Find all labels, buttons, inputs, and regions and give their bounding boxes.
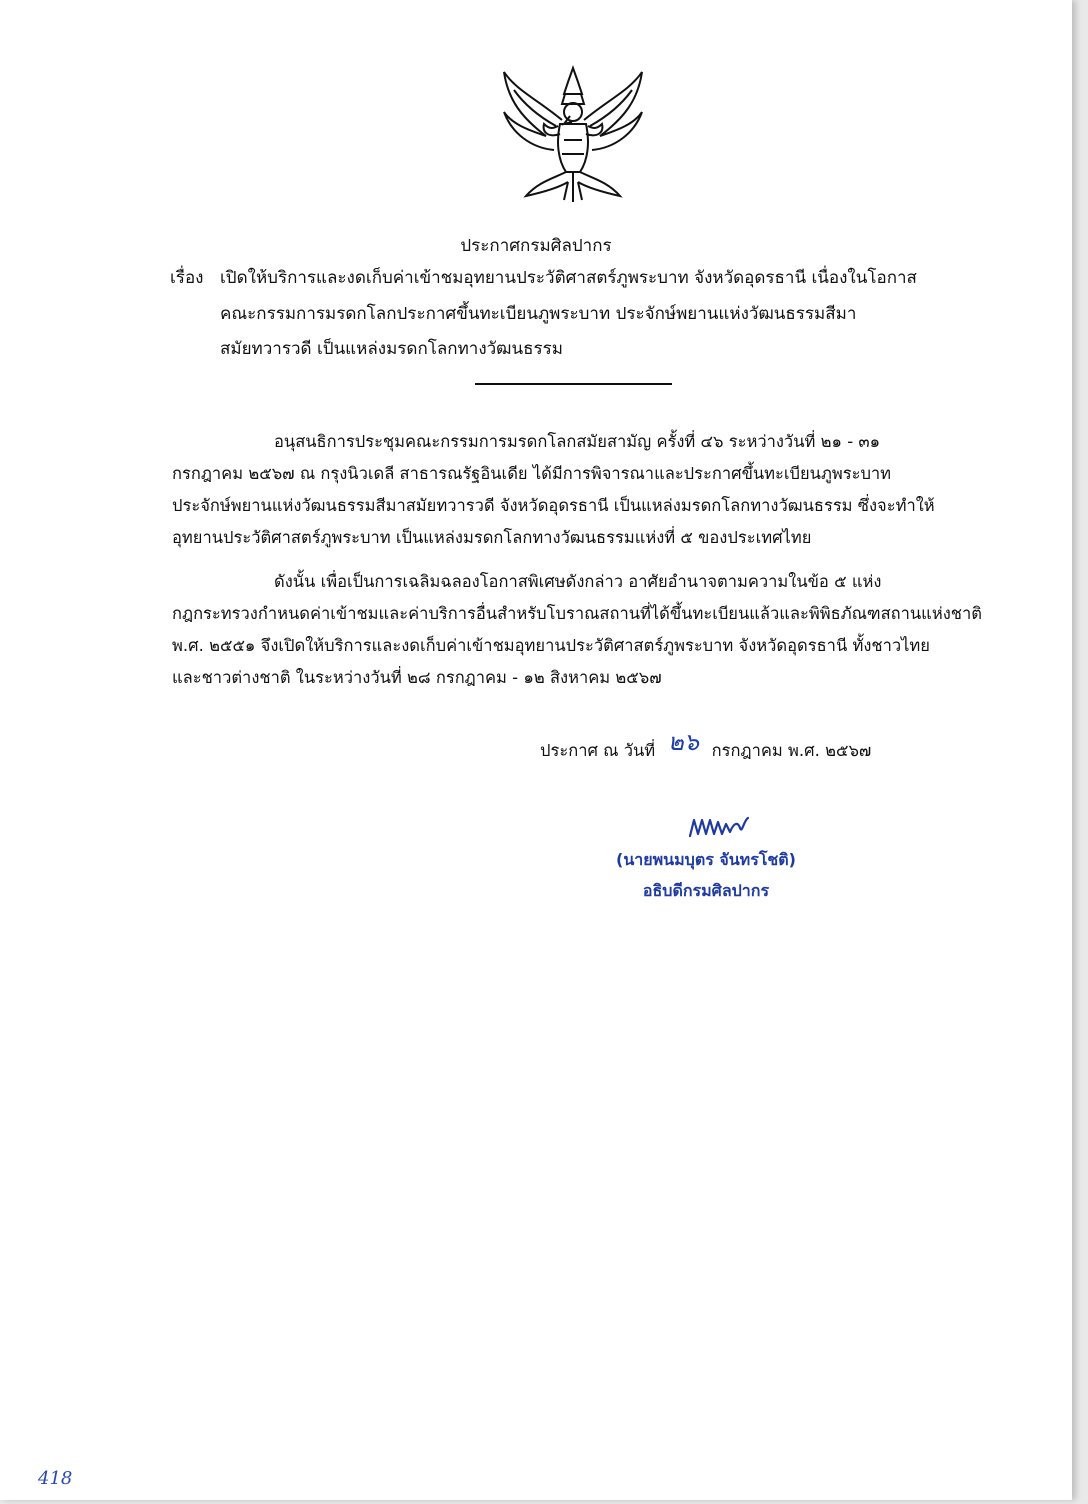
date-prefix: ประกาศ ณ วันที่	[540, 741, 656, 760]
subject-line: เปิดให้บริการและงดเก็บค่าเข้าชมอุทยานประวัติศาสตร์ภูพระบาท จังหวัดอุดรธานี เนื่องในโอกาส	[220, 268, 917, 288]
subject-line: สมัยทวารวดี เป็นแหล่งมรดกโลกทางวัฒนธรรม	[220, 339, 563, 359]
subject-line: คณะกรรมการมรดกโลกประกาศขึ้นทะเบียนภูพระบาท ประจักษ์พยานแห่งวัฒนธรรมสีมา	[220, 304, 857, 324]
paragraph-line: และชาวต่างชาติ ในระหว่างวันที่ ๒๘ กรกฎาคม - ๑๒ สิงหาคม ๒๕๖๗	[172, 668, 662, 687]
paragraph-line: กฎกระทรวงกำหนดค่าเข้าชมและค่าบริการอื่นสำหรับโบราณสถานที่ได้ขึ้นทะเบียนแล้วและพิพิธภัณฑสถานแห่งชาติ	[172, 604, 982, 623]
date-day-handwritten: ๒๖	[667, 728, 699, 756]
handwritten-signature-icon	[672, 812, 772, 844]
garuda-emblem-icon	[498, 60, 648, 210]
divider-line	[475, 383, 672, 385]
announcement-date	[540, 728, 871, 767]
paragraph-line: อนุสนธิการประชุมคณะกรรมการมรดกโลกสมัยสามัญ ครั้งที่ ๔๖ ระหว่างวันที่ ๒๑ - ๓๑	[274, 432, 881, 451]
paragraph-line: ดังนั้น เพื่อเป็นการเฉลิมฉลองโอกาสพิเศษดังกล่าว อาศัยอำนาจตามความในข้อ ๕ แห่ง	[274, 572, 882, 591]
paragraph-2	[172, 566, 990, 694]
document-title: ประกาศกรมศิลปากร	[460, 236, 612, 256]
signer-title: อธิบดีกรมศิลปากร	[642, 881, 770, 900]
paragraph-line: อุทยานประวัติศาสตร์ภูพระบาท เป็นแหล่งมรดกโลกทางวัฒนธรรมแห่งที่ ๕ ของประเทศไทย	[172, 528, 812, 547]
paragraph-line: พ.ศ. ๒๕๕๑ จึงเปิดให้บริการและงดเก็บค่าเข้าชมอุทยานประวัติศาสตร์ภูพระบาท จังหวัดอุดรธานี ทั้งชาวไทย	[172, 636, 930, 655]
subject-label: เรื่อง	[170, 268, 204, 288]
date-suffix: กรกฎาคม พ.ศ. ๒๕๖๗	[711, 741, 872, 760]
signer-block	[596, 844, 816, 906]
signer-name: (นายพนมบุตร จันทรโชติ)	[616, 850, 796, 869]
paragraph-1	[172, 426, 990, 554]
page-number-handwritten: 418	[38, 1468, 73, 1489]
paragraph-line: ประจักษ์พยานแห่งวัฒนธรรมสีมาสมัยทวารวดี จังหวัดอุดรธานี เป็นแหล่งมรดกโลกทางวัฒนธรรม ซึ่งจะทำให้	[172, 496, 935, 515]
paragraph-line: กรกฎาคม ๒๕๖๗ ณ กรุงนิวเดลี สาธารณรัฐอินเดีย ได้มีการพิจารณาและประกาศขึ้นทะเบียนภูพระบาท	[172, 464, 892, 483]
